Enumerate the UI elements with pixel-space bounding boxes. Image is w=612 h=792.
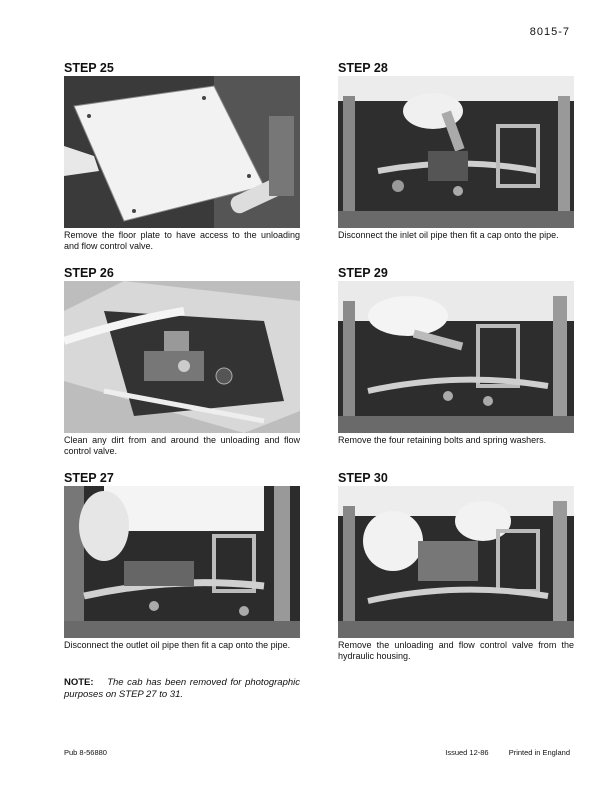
- step-title: STEP 26: [64, 266, 114, 280]
- step-caption: Remove the unloading and flow control valve from the hydraulic housing.: [338, 640, 574, 661]
- step-25-photo: [64, 76, 300, 228]
- outlet-pipe-photo: [64, 486, 300, 638]
- retaining-bolts-photo: [338, 281, 574, 433]
- step-title: STEP 25: [64, 61, 114, 75]
- inlet-pipe-photo: [338, 76, 574, 228]
- step-caption: Remove the four retaining bolts and spring washers.: [338, 435, 547, 445]
- step-caption: Clean any dirt from and around the unloading and flow control valve.: [64, 435, 300, 456]
- step-27: [64, 470, 300, 651]
- valve-area-photo: [64, 281, 300, 433]
- step-caption: Disconnect the inlet oil pipe then fit a cap onto the pipe.: [338, 230, 559, 240]
- note: [64, 677, 300, 701]
- step-28-photo: [338, 76, 574, 228]
- step-title: STEP 29: [338, 266, 388, 280]
- note-label: NOTE:: [64, 677, 94, 688]
- step-26: [64, 265, 300, 457]
- step-30-photo: [338, 486, 574, 638]
- step-26-photo: [64, 281, 300, 433]
- valve-removal-photo: [338, 486, 574, 638]
- step-title: STEP 28: [338, 61, 388, 75]
- step-28: [338, 60, 574, 241]
- step-caption: Remove the floor plate to have access to the unloading and flow control valve.: [64, 230, 300, 251]
- publication-number: Pub 8-56880: [64, 748, 107, 757]
- floor-plate-photo: [64, 76, 300, 228]
- step-29: [338, 265, 574, 446]
- step-caption: Disconnect the outlet oil pipe then fit a cap onto the pipe.: [64, 640, 291, 650]
- page-number: 8015-7: [529, 26, 570, 38]
- issued-date: Issued 12-86: [445, 748, 489, 757]
- step-29-photo: [338, 281, 574, 433]
- footer-info: [445, 748, 570, 757]
- printed-location: Printed in England: [508, 748, 570, 757]
- step-title: STEP 27: [64, 471, 114, 485]
- step-30: [338, 470, 574, 662]
- step-27-photo: [64, 486, 300, 638]
- note-text: The cab has been removed for photographic purposes on STEP 27 to 31.: [64, 677, 301, 700]
- step-title: STEP 30: [338, 471, 388, 485]
- step-25: [64, 60, 300, 252]
